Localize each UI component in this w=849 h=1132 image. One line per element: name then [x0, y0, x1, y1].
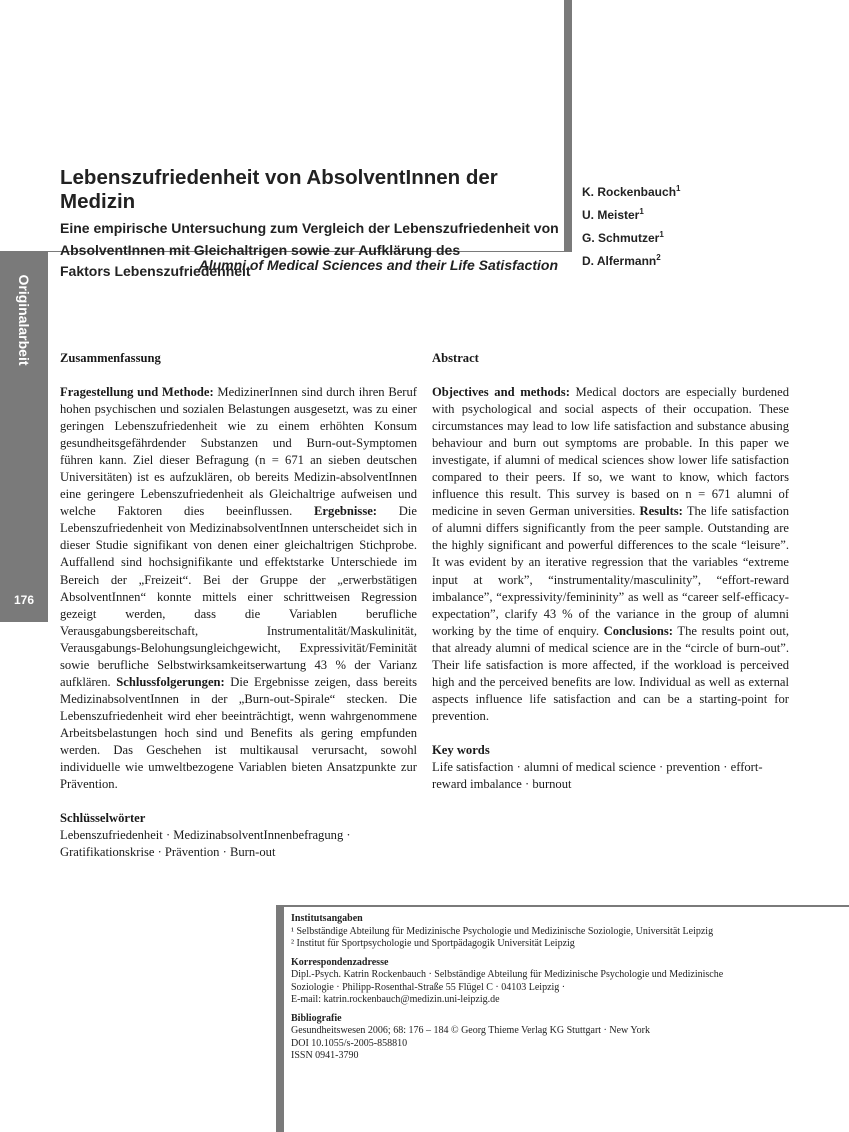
institut-line: ¹ Selbständige Abteilung für Medizinische Psychologie und Medizinische Soziologie, Universität Leipzig — [291, 925, 714, 937]
german-summary-column — [60, 350, 417, 861]
abstract-heading: Abstract — [432, 351, 479, 365]
institut-heading: Institutsangaben — [291, 913, 363, 924]
korrespondenz-line: Soziologie · Philipp-Rosenthal-Straße 55 Flügel C · 04103 Leipzig · — [291, 981, 566, 993]
keywords-text: Life satisfaction · alumni of medical science · prevention · effort-reward imbalance · burnout — [432, 759, 763, 791]
keywords-heading: Key words — [432, 742, 490, 757]
schluesselwoerter-heading: Schlüsselwörter — [60, 811, 146, 826]
subtitle-line: AbsolventInnen mit Gleichaltrigen sowie zur Aufklärung des — [60, 241, 461, 258]
bibliografie-line: Gesundheitswesen 2006; 68: 176 – 184 © Georg Thieme Verlag KG Stuttgart · New York — [291, 1025, 650, 1036]
doi-line: DOI 10.1055/s-2005-858810 — [291, 1037, 408, 1049]
subtitle-line: Faktors Lebenszufriedenheit — [60, 263, 251, 279]
korrespondenz-heading: Korrespondenzadresse — [291, 956, 389, 968]
english-title: Alumni of Medical Sciences and their Life Satisfaction — [198, 257, 558, 273]
author: U. Meister$^1$ — [582, 207, 644, 222]
zusammenfassung-text: Fragestellung und Methode: MedizinerInnen sind durch ihren Beruf hohen psychischen und sozialen Belastungen ausgesetzt, was zu einer geringen Lebenszufriedenheit wie zu einem erhöhten Konsum gesundheitsgefährdender Substanzen und Burn-out-Symptomen führen kann. Ziel dieser Befragung (n = 671 an sieben deutschen Universitäten) ist es aufzuklären, ob bereits Medizin-absolventInnen eine geringere Lebenszufriedenheit als Gleichaltrige aufweisen und welche Faktoren dies beeinflussen. Ergebnisse: Die Lebenszufriedenheit von MedizinabsolventInnen unterscheidet sich in dieser Studie signifikant von denen einer gleichaltrigen Stichprobe. Auffallend sind hochsignifikante und effektstarke Unterschiede im Bereich der „Freizeit“. Bei der Gruppe der „erwerbstätigen AbsolventInnen“ konnte mittels einer schrittweisen Regression gezeigt werden, dass die Variablen berufliche Verausgabungsbereitschaft, Instrumentalität/Maskulinität, Verausgabungs-Belohungsungleichgewicht, Expressivität/Feminität sowie berufliche Selbstwirksamkeitserwartung 43 % der Varianz aufklären. Schlussfolgerungen: Die Ergebnisse zeigen, dass bereits MedizinabsolventInnen in der „Burn-out-Spirale“ stecken. Die Lebenszufriedenheit wird eher beeinträchtigt, wenn wahrgenommene Arbeitsbelastungen hoch sind und Benefits als gering empfunden werden. Das Geschehen ist multikausal verursacht, sowohl individuelle wie umweltbezogene Variablen bieten Ansatzpunkte zur Prävention. — [60, 385, 418, 792]
schluesselwoerter-text: Lebenszufriedenheit · MedizinabsolventInnenbefragung · Gratifikationskrise · Prävention · Burn-out — [60, 828, 351, 860]
article-title: Lebenszufriedenheit von AbsolventInnen der Medizin — [60, 166, 498, 213]
bibliografie-heading: Bibliografie — [291, 1012, 342, 1024]
author: K. Rockenbauch$^1$ — [582, 184, 681, 199]
section-label: Originalarbeit — [16, 274, 32, 366]
english-abstract-column — [432, 350, 789, 793]
author: G. Schmutzer$^1$ — [582, 230, 664, 245]
issn-line: ISSN 0941-3790 — [291, 1050, 359, 1061]
page-number: 176 — [13, 593, 35, 607]
institut-line: ² Institut für Sportpsychologie und Sportpädagogik Universität Leipzig — [291, 938, 575, 949]
subtitle-line: Eine empirische Untersuchung zum Vergleich der Lebenszufriedenheit von — [60, 220, 559, 236]
footer-top-rule — [276, 905, 849, 907]
zusammenfassung-heading: Zusammenfassung — [60, 351, 161, 365]
email-link[interactable]: E-mail: katrin.rockenbauch@medizin.uni-leipzig.de — [291, 994, 500, 1005]
author-list — [582, 179, 680, 271]
footer-vertical-rule — [276, 905, 284, 1132]
article-info-box — [291, 913, 831, 1063]
author: D. Alfermann$^2$ — [582, 253, 661, 268]
top-vertical-rule — [564, 0, 572, 251]
abstract-text: Objectives and methods: Medical doctors are especially burdened with psychological and social aspects of their occupation. These circumstances may lead to low life satisfaction and substance abusing behaviour and burn out symptoms are probable. In this paper we investigate, if alumni of medical sciences show lower life satisfaction compared to their peers. If so, we want to know, which factors influence this result. This survey is based on n = 671 alumni of medicine in seven German universities. Results: The life satisfaction of alumni differs significantly from the peer sample. Outstanding are the highly significant and powerful differences to the scale “leisure”. It was evident by an iterative regression that the variables “extreme input at work”, “instrumentality/masculinity”, “effort-reward imbalance”, “expressivity/femininity” as well as “career self-efficacy-expectation”, clarify 43 % of the variance in the group of alumni working by the time of enquiry. Conclusions: The results point out, that already alumni of medical science are in the “circle of burn-out”. Their life satisfaction is more affected, if the workload is perceived high and the perceived benefits are low. Individual as well as external aspects influence life satisfaction and can be a starting-point for prevention. — [432, 385, 790, 723]
korrespondenz-line: Dipl.-Psych. Katrin Rockenbauch · Selbständige Abteilung für Medizinische Psychologie und Medizinische — [291, 969, 724, 980]
